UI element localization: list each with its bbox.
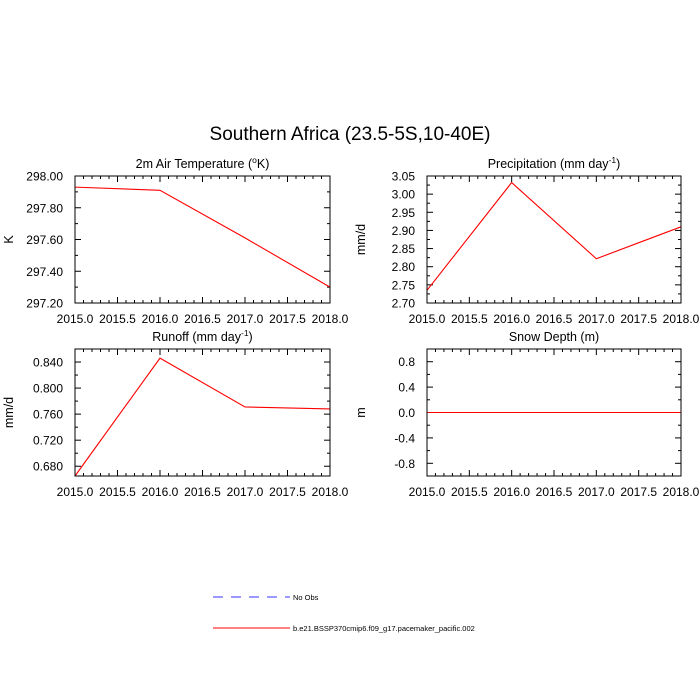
y-tick-label: 297.80 bbox=[26, 201, 63, 216]
y-tick-label: 0.0 bbox=[398, 406, 415, 420]
legend-label-1: No Obs bbox=[293, 593, 319, 602]
x-tick-label: 2015.5 bbox=[450, 485, 488, 499]
x-tick-label: 2015.0 bbox=[56, 485, 94, 499]
chart-panel-1 bbox=[2, 155, 349, 326]
plot-frame bbox=[75, 349, 330, 476]
y-tick-label: 0.8 bbox=[398, 355, 415, 370]
x-tick-label: 2017.0 bbox=[226, 312, 264, 326]
x-tick-label: 2018.0 bbox=[662, 312, 700, 326]
panel-title: 2m Air Temperature ($^o$K) bbox=[135, 155, 270, 171]
panel-title: Runoff (mm day$^{-1}$) bbox=[152, 328, 253, 344]
chart-panel-4 bbox=[354, 330, 700, 499]
x-tick-label: 2017.5 bbox=[269, 485, 306, 499]
x-tick-label: 2018.0 bbox=[311, 312, 349, 326]
series-line-1 bbox=[75, 187, 330, 287]
x-tick-label: 2017.5 bbox=[269, 312, 306, 326]
y-tick-label: 0.720 bbox=[32, 433, 63, 448]
y-tick-label: 0.680 bbox=[32, 459, 63, 474]
legend-label-2: b.e21.BSSP370cmip6.f09_g17.pacemaker_pacific.002 bbox=[293, 624, 475, 633]
y-tick-label: 297.20 bbox=[26, 296, 63, 311]
y-axis-label: m bbox=[354, 407, 368, 418]
x-tick-label: 2016.0 bbox=[493, 485, 531, 499]
x-tick-label: 2017.0 bbox=[577, 485, 615, 499]
x-tick-label: 2015.5 bbox=[99, 312, 136, 326]
y-tick-label: 0.800 bbox=[32, 381, 63, 396]
panel-title: Precipitation (mm day$^{-1}$) bbox=[487, 155, 621, 171]
panel-title: Snow Depth (m) bbox=[508, 330, 600, 344]
x-tick-label: 2016.0 bbox=[141, 312, 179, 326]
y-axis-label: K bbox=[2, 235, 16, 244]
series-line-1 bbox=[75, 358, 330, 476]
y-axis-label: mm/d bbox=[2, 396, 16, 429]
x-tick-label: 2015.0 bbox=[408, 312, 446, 326]
y-tick-label: 2.80 bbox=[391, 260, 415, 275]
y-tick-label: 0.840 bbox=[32, 355, 63, 370]
x-tick-label: 2015.0 bbox=[56, 312, 94, 326]
plot-frame bbox=[427, 176, 681, 303]
chart-panel-3 bbox=[2, 328, 349, 499]
x-tick-label: 2016.5 bbox=[184, 485, 221, 499]
x-tick-label: 2016.5 bbox=[535, 312, 573, 326]
y-tick-label: 0.4 bbox=[398, 380, 415, 395]
series-line-1 bbox=[427, 183, 681, 291]
legend bbox=[213, 593, 475, 633]
y-tick-label: 298.00 bbox=[26, 169, 63, 184]
x-tick-label: 2017.0 bbox=[577, 312, 615, 326]
x-tick-label: 2016.5 bbox=[184, 312, 221, 326]
chart-panels bbox=[2, 155, 700, 499]
x-tick-label: 2017.5 bbox=[620, 485, 658, 499]
x-tick-label: 2016.0 bbox=[141, 485, 179, 499]
y-tick-label: 3.05 bbox=[391, 169, 415, 184]
y-tick-label: 2.85 bbox=[391, 242, 415, 257]
y-tick-label: 2.70 bbox=[391, 296, 415, 311]
x-tick-label: 2018.0 bbox=[311, 485, 349, 499]
x-tick-label: 2015.5 bbox=[99, 485, 136, 499]
y-tick-label: 0.760 bbox=[32, 407, 63, 422]
chart-panel-2 bbox=[354, 155, 700, 326]
x-tick-label: 2016.5 bbox=[535, 485, 573, 499]
x-tick-label: 2017.0 bbox=[226, 485, 264, 499]
x-tick-label: 2016.0 bbox=[493, 312, 531, 326]
y-axis-label: mm/d bbox=[354, 223, 368, 256]
y-tick-label: 3.00 bbox=[391, 187, 415, 202]
x-tick-label: 2015.0 bbox=[408, 485, 446, 499]
y-tick-label: -0.4 bbox=[394, 431, 415, 446]
y-tick-label: -0.8 bbox=[394, 456, 415, 471]
y-tick-label: 2.75 bbox=[391, 278, 415, 293]
x-tick-label: 2015.5 bbox=[450, 312, 488, 326]
x-tick-label: 2018.0 bbox=[662, 485, 700, 499]
y-tick-label: 2.90 bbox=[391, 223, 415, 238]
y-tick-label: 297.60 bbox=[26, 233, 63, 247]
x-tick-label: 2017.5 bbox=[620, 312, 658, 326]
y-tick-label: 297.40 bbox=[26, 264, 63, 279]
figure-title: Southern Africa (23.5-5S,10-40E) bbox=[209, 124, 491, 145]
plot-frame bbox=[75, 176, 330, 303]
y-tick-label: 2.95 bbox=[391, 205, 415, 220]
